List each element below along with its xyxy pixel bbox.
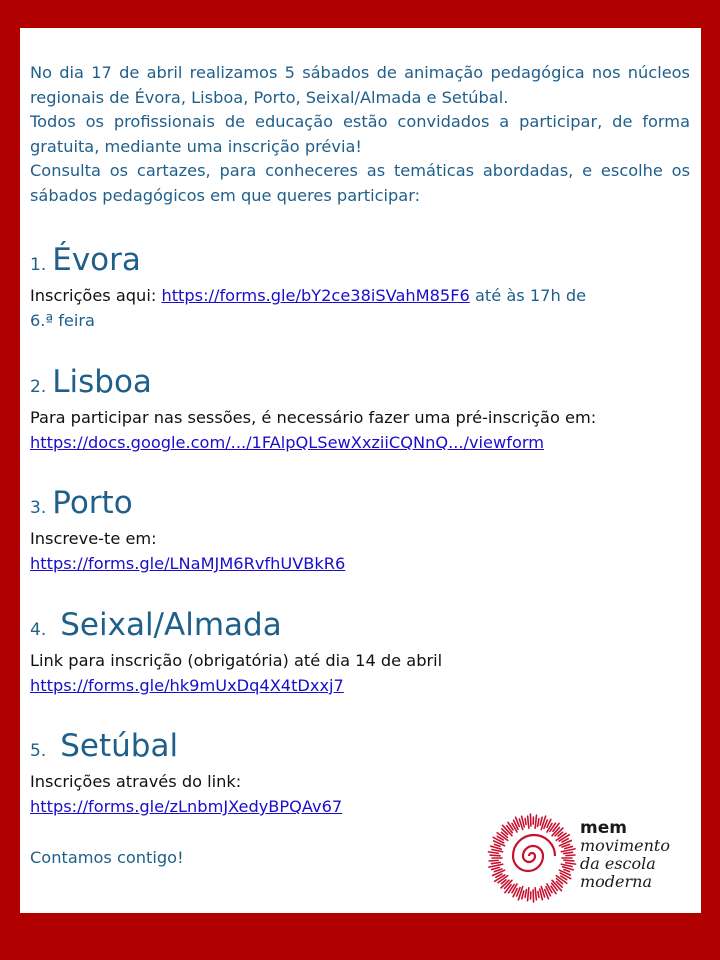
logo-brand: mem <box>580 818 627 838</box>
mem-logo <box>486 812 686 902</box>
section-number: 4. <box>30 620 47 640</box>
section-text: Inscreve-te em: <box>30 529 157 548</box>
section-evora <box>30 242 690 333</box>
section-number: 2. <box>30 377 47 397</box>
section-heading <box>30 728 690 769</box>
intro-paragraph-3: Consulta os cartazes, para conheceres as temáticas abordadas, e escolhe os sábados pedagógicos em que queres participar: <box>30 161 690 205</box>
registration-link-setubal[interactable]: https://forms.gle/zLnbmJXedyBPQAv67 <box>30 797 343 816</box>
section-title: Évora <box>52 242 141 278</box>
logo-line-2: da escola <box>580 854 656 873</box>
deadline-text-part-2: 6.ª feira <box>30 311 95 330</box>
section-heading <box>30 485 690 526</box>
document-page <box>20 28 701 913</box>
spiral-logo-icon <box>486 812 578 904</box>
registration-link-evora[interactable]: https://forms.gle/bY2ce38iSVahM85F6 <box>161 286 470 305</box>
section-porto <box>30 485 690 576</box>
section-label: Inscrições aqui: <box>30 286 157 305</box>
intro-paragraph-2: Todos os profissionais de educação estão convidados a participar, de forma gratuita, mediante uma inscrição prévia! <box>30 112 690 156</box>
section-setubal <box>30 728 690 819</box>
section-heading <box>30 242 690 283</box>
section-text <box>30 283 690 308</box>
section-heading <box>30 607 690 648</box>
section-number: 3. <box>30 498 47 518</box>
section-lisboa <box>30 364 690 455</box>
section-title: Setúbal <box>60 728 179 764</box>
intro-text <box>30 61 690 208</box>
section-title: Porto <box>52 485 133 521</box>
registration-link-porto[interactable]: https://forms.gle/LNaMJM6RvfhUVBkR6 <box>30 554 346 573</box>
section-number: 1. <box>30 255 47 275</box>
registration-link-seixal-almada[interactable]: https://forms.gle/hk9mUxDq4X4tDxxj7 <box>30 676 344 695</box>
section-heading <box>30 364 690 405</box>
section-text: Link para inscrição (obrigatória) até dia 14 de abril <box>30 651 443 670</box>
deadline-text-part-1: até às 17h de <box>469 286 587 305</box>
logo-wordmark <box>580 820 670 891</box>
logo-line-3: moderna <box>580 872 653 891</box>
intro-paragraph-1: No dia 17 de abril realizamos 5 sábados de animação pedagógica nos núcleos regionais de Évora, Lisboa, Porto, Seixal/Almada e Setúbal. <box>30 63 690 107</box>
section-number: 5. <box>30 741 47 761</box>
section-seixal-almada <box>30 607 690 698</box>
registration-link-lisboa[interactable]: https://docs.google.com/.../1FAlpQLSewXxziiCQNnQ.../viewform <box>30 433 544 452</box>
section-text: Para participar nas sessões, é necessário fazer uma pré-inscrição em: <box>30 408 597 427</box>
section-title: Lisboa <box>52 364 152 400</box>
closing-text: Contamos contigo! <box>30 848 184 867</box>
section-title: Seixal/Almada <box>60 607 282 643</box>
section-text: Inscrições através do link: <box>30 772 242 791</box>
logo-line-1: movimento <box>580 836 670 855</box>
